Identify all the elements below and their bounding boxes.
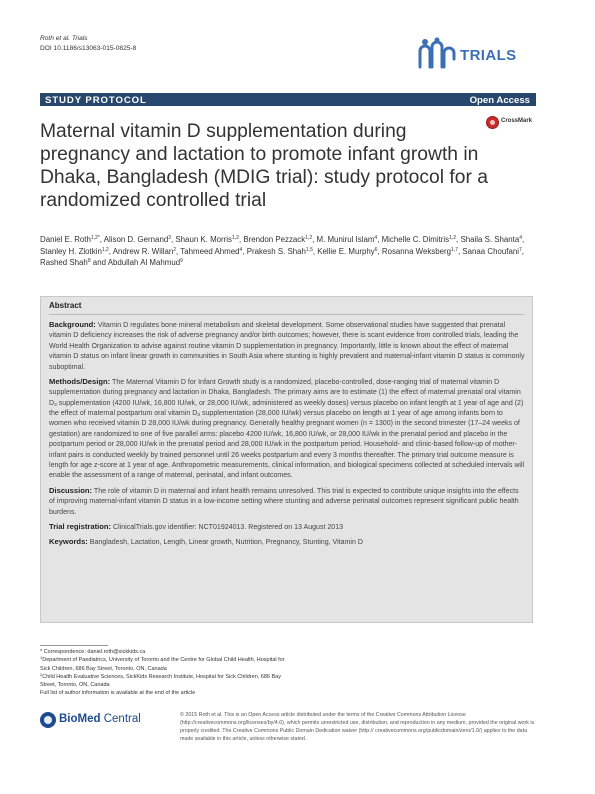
author-name: Brendon Pezzack (243, 235, 306, 244)
author-name: Stanley H. Zlotkin (40, 246, 102, 256)
author-name: Shaila S. Shanta (460, 235, 520, 244)
abstract-discussion (49, 486, 525, 518)
publisher-name-rest: Central (100, 713, 141, 725)
abstract-body (49, 320, 525, 552)
author-name: Alison D. Gernand (103, 235, 169, 244)
license-text: © 2015 Roth et al. This is an Open Access article distributed under the terms of the Creative Commons Attribution License (http://creativecommons.org/licenses/by/4.0), which permits unrestricted use, distribution, and reproduction in any medium, provided the original work is properly credited. The Creative Commons Public Domain Dedication waiver (http:// creativecommons.org/publicdomain/zero/1.0/) applies to the data made available in this article, unless otherwise stated. (180, 712, 535, 742)
publisher-name-bold: BioMed (59, 713, 101, 725)
methods-text: supplementation (28,000 IU/wk) versus placebo on length at 1 year of age among infants born to women who received vitamin D 28,000 IU/wk during pregnancy. Generally healthy pregnant women (n = 1300) in the second trimester (17–24 weeks of gestation) are randomized to one of five parallel arms: placebo 4200 IU/wk, 16,800 IU/wk, or 28,000 IU/wk in the prenatal period and placebo in the postpartum period or 28,000 IU/wk in the prenatal period and 28,000 IU/wk in the postpartum period. Household- and clinic-based follow-up of mother-infant pairs is conducted weekly by trained personnel until 26 weeks postpartum and every 3 months thereafter. The primary trial outcome measure is length for age z-score at 1 year of age. Anthropometric measurements, clinical information, and biological specimens collected at scheduled intervals will enable the assessment of a range of maternal, perinatal, and infant outcomes. (49, 410, 525, 480)
author-affiliation: 1,2 (449, 235, 457, 241)
methods-text: supplementation (4200 IU/wk, 16,800 IU/wk, or 28,000 IU/wk, administered as weekly doses) versus placebo on infant length at 1 year of age and (2) the effect of maternal postpartum oral vitamin D (49, 399, 524, 418)
methods-label: Methods/Design: (49, 376, 111, 386)
biomed-central-icon (40, 712, 56, 728)
subscript: 3 (54, 402, 57, 408)
author-affiliation: 3 (168, 235, 172, 241)
abstract-background (49, 320, 525, 373)
open-access-label: Open Access (469, 94, 530, 106)
background-text: Vitamin D regulates bone mineral metabolism and skeletal development. Some observational studies have suggested that prenatal vitamin D deficiency increases the risk of adverse pregnancy and/or birth outcomes; however, there is scant evidence from controlled trials, leading the World Health Organization to advise against routine vitamin D supplementation in pregnancy. Importantly, little is known about the effect of maternal vitamin D status on infant linear growth in communities in South Asia where stunting is highly prevalent and maternal-infant vitamin D status is commonly suboptimal. (49, 322, 525, 371)
author-name: Daniel E. Roth (40, 235, 91, 244)
subscript: 3 (197, 413, 200, 419)
keywords-label: Keywords: (49, 536, 88, 546)
trials-swirl-icon (416, 37, 458, 71)
abstract-keywords (49, 537, 525, 548)
author-affiliation: 1,7 (451, 246, 458, 253)
author-name: Rosanna Weksberg (381, 246, 452, 256)
article-type-label: STUDY PROTOCOL (45, 94, 147, 106)
author-affiliation: 1,2 (305, 235, 313, 241)
author-affiliation: 1,5 (305, 246, 313, 253)
author-name: Shaun K. Morris (175, 235, 232, 244)
author-name: Michelle C. Dimitris (381, 235, 450, 244)
crossmark-badge[interactable] (486, 116, 542, 130)
registration-label: Trial registration: (49, 521, 112, 531)
registration-text[interactable]: ClinicalTrials.gov identifier: NCT01924013. Registered on 13 August 2013 (113, 523, 344, 531)
discussion-label: Discussion: (49, 485, 93, 495)
footnote-divider (40, 645, 108, 646)
abstract-divider (49, 314, 524, 315)
author-affiliation: 1,2 (231, 235, 239, 241)
footnotes (40, 648, 290, 698)
journal-logo[interactable] (416, 37, 566, 73)
author-name: Tahmeed Ahmed (180, 246, 240, 256)
publisher-name (59, 713, 141, 725)
affiliation-number: 1 (40, 655, 43, 661)
author-affiliation: 9 (180, 258, 183, 264)
author-name: Prakesh S. Shah (246, 246, 306, 256)
author-name: M. Munirul Islam (316, 235, 375, 244)
author-name: Andrew R. Willan (112, 246, 174, 256)
author-name: Sanaa Choufani (462, 246, 519, 256)
abstract-heading: Abstract (49, 301, 82, 310)
affiliation-text: Department of Paediatrics, University of Toronto and the Centre for Global Child Health, Hospital for Sick Children, 686 Bay Street, Toronto, ON, Canada (40, 657, 285, 672)
crossmark-label: CrossMark (501, 118, 533, 124)
correspondence-note[interactable]: * Correspondence: daniel.roth@sickkids.ca (40, 649, 146, 655)
running-header (40, 34, 136, 53)
affiliation-2 (40, 673, 290, 690)
abstract-registration (49, 522, 525, 533)
discussion-text: The role of vitamin D in maternal and infant health remains unresolved. This trial is expected to contribute unique insights into the effects of improving maternal-infant vitamin D status in a low-income setting where stunting and adverse perinatal outcomes represent significant public health burdens. (49, 487, 519, 516)
doi-link[interactable]: DOI 10.1186/s13063-015-0825-8 (40, 44, 137, 52)
abstract-box (40, 296, 533, 623)
author-affiliation: 1,2 (101, 246, 109, 253)
affiliation-text: Child Health Evaluative Sciences, SickKids Research Institute, Hospital for Sick Children, 686 Bay Street, Toronto, ON, Canada (40, 673, 281, 689)
publisher-logo[interactable] (40, 712, 170, 732)
abstract-methods (49, 377, 525, 482)
author-name: Abdullah Al Mahmud (107, 258, 181, 267)
article-type-band (40, 93, 536, 106)
author-affiliation: 7 (518, 246, 522, 253)
affiliation-1 (40, 656, 290, 673)
author-name: Kellie E. Murphy (317, 246, 375, 256)
author-list: Daniel E. Roth$^{1,2*}$, Alison D. Gernand$^3$, Shaun K. Morris$^{1,2}$, Brendon Pezzack$^{1,2}$, M. Munirul Islam$^4$, Michelle C. Dimitris$^{1,2}$, Shaila S. Shanta$^4$, Stanley H. Zlotkin$^{1,2}$, Andrew R. Willan$^2$, Tahmeed Ahmed$^4$, Prakesh S. Shah$^{1,5}$, Kellie E. Murphy$^6$, Rosanna Weksberg$^{1,7}$, Sanaa Choufani$^7$, Rashed Shah$^8$ and Abdullah Al Mahmud$^9$ (40, 235, 525, 267)
author-affiliation: 4 (374, 235, 378, 241)
author-affiliation: 4 (519, 235, 523, 241)
article-title: Maternal vitamin D supplementation during pregnancy and lactation to promote infant growth in Dhaka, Bangladesh (MDIG trial): study protocol for a randomized controlled trial (40, 121, 488, 211)
author-affiliation: 1,2* (90, 235, 100, 241)
author-info-note: Full list of author information is available at the end of the article (40, 690, 196, 697)
author-affiliation: 4 (239, 246, 243, 253)
background-label: Background: (49, 320, 96, 329)
journal-reference: Roth et al. Trials (40, 35, 88, 42)
author-name: Rashed Shah (40, 258, 88, 267)
keywords-text: Bangladesh, Lactation, Length, Linear growth, Nutrition, Pregnancy, Stunting, Vitamin D (89, 538, 363, 546)
author-affiliation: 2 (173, 246, 177, 253)
methods-text: The Maternal Vitamin D for Infant Growth study is a randomized, placebo-controlled, dose-ranging trial of maternal vitamin D supplementation during pregnancy and lactation in Dhaka, Bangladesh. The primary aims are to estimate (1) the effect of maternal prenatal oral vitamin D (49, 378, 521, 407)
author-affiliation: 6 (374, 246, 378, 253)
author-affiliation: 8 (87, 258, 91, 264)
affiliation-number: 2 (40, 671, 43, 677)
journal-logo-text: TRIALS (460, 47, 517, 64)
